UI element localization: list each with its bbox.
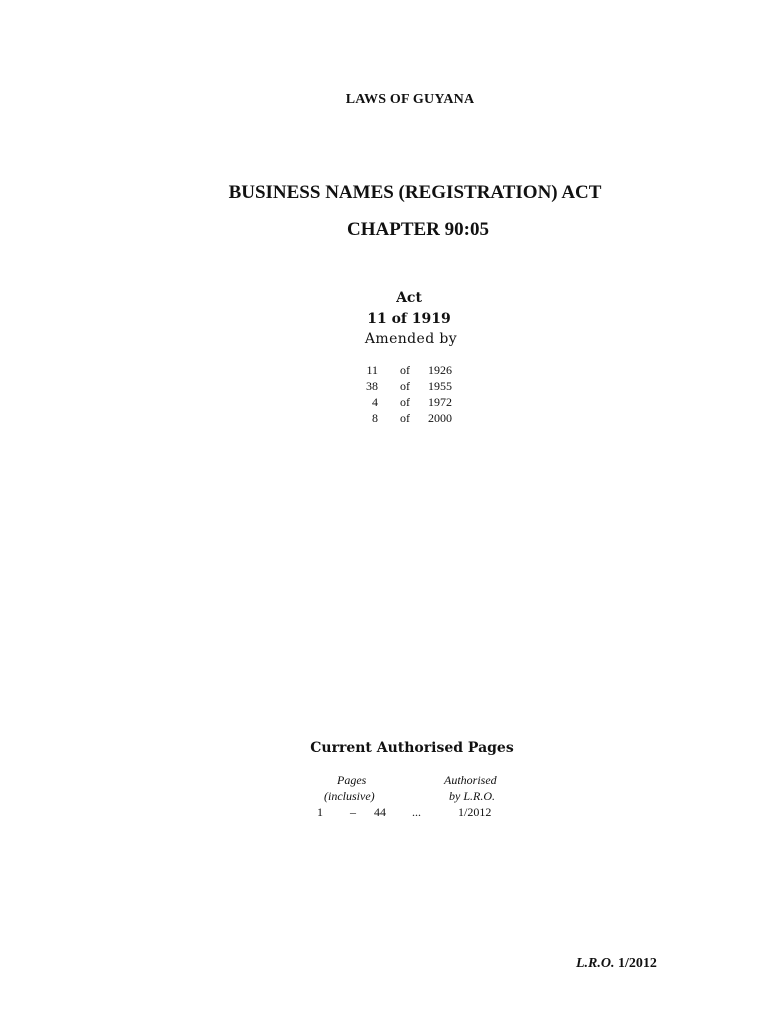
act-number: 11 of 1919	[367, 311, 451, 327]
page-from: 1	[317, 805, 323, 819]
amendment-number: 8	[372, 411, 378, 425]
pages-data-row	[300, 804, 530, 820]
lro-footer-label: L.R.O.	[576, 956, 615, 971]
amendments-list	[356, 362, 468, 426]
authorised-column-header: Authorised	[444, 773, 497, 787]
amendment-number: 11	[366, 363, 378, 377]
lro-footer-year: 1/2012	[618, 956, 657, 971]
laws-of-guyana-heading: LAWS OF GUYANA	[345, 92, 475, 107]
amendment-year: 1926	[428, 363, 452, 377]
act-label: Act	[396, 290, 422, 306]
pages-column-header: Pages	[337, 773, 367, 787]
amendment-number: 38	[366, 379, 378, 393]
authorised-date: 1/2012	[458, 805, 492, 819]
pages-header-row-2	[300, 788, 530, 804]
authorised-pages-table	[300, 772, 530, 820]
amendment-row	[356, 410, 468, 426]
lro-footer	[576, 956, 657, 972]
inclusive-column-subheader: (inclusive)	[324, 789, 375, 803]
leader-dots: ...	[412, 805, 421, 819]
amendment-row	[356, 378, 468, 394]
by-lro-column-subheader: by L.R.O.	[449, 789, 495, 803]
page-range-dash: –	[350, 805, 356, 819]
amendment-number: 4	[372, 395, 378, 409]
amendment-row	[356, 362, 468, 378]
current-authorised-pages-heading: Current Authorised Pages	[310, 740, 514, 756]
amendment-row	[356, 394, 468, 410]
pages-header-row-1	[300, 772, 530, 788]
amendment-of: of	[400, 411, 410, 425]
page-to: 44	[374, 805, 386, 819]
chapter-number: CHAPTER 90:05	[347, 219, 489, 240]
amendment-of: of	[400, 379, 410, 393]
amendment-year: 1955	[428, 379, 452, 393]
amendment-of: of	[400, 363, 410, 377]
amendment-of: of	[400, 395, 410, 409]
amended-by-label: Amended by	[364, 331, 458, 347]
amendment-year: 1972	[428, 395, 452, 409]
act-title: BUSINESS NAMES (REGISTRATION) ACT	[228, 182, 602, 203]
amendment-year: 2000	[428, 411, 452, 425]
